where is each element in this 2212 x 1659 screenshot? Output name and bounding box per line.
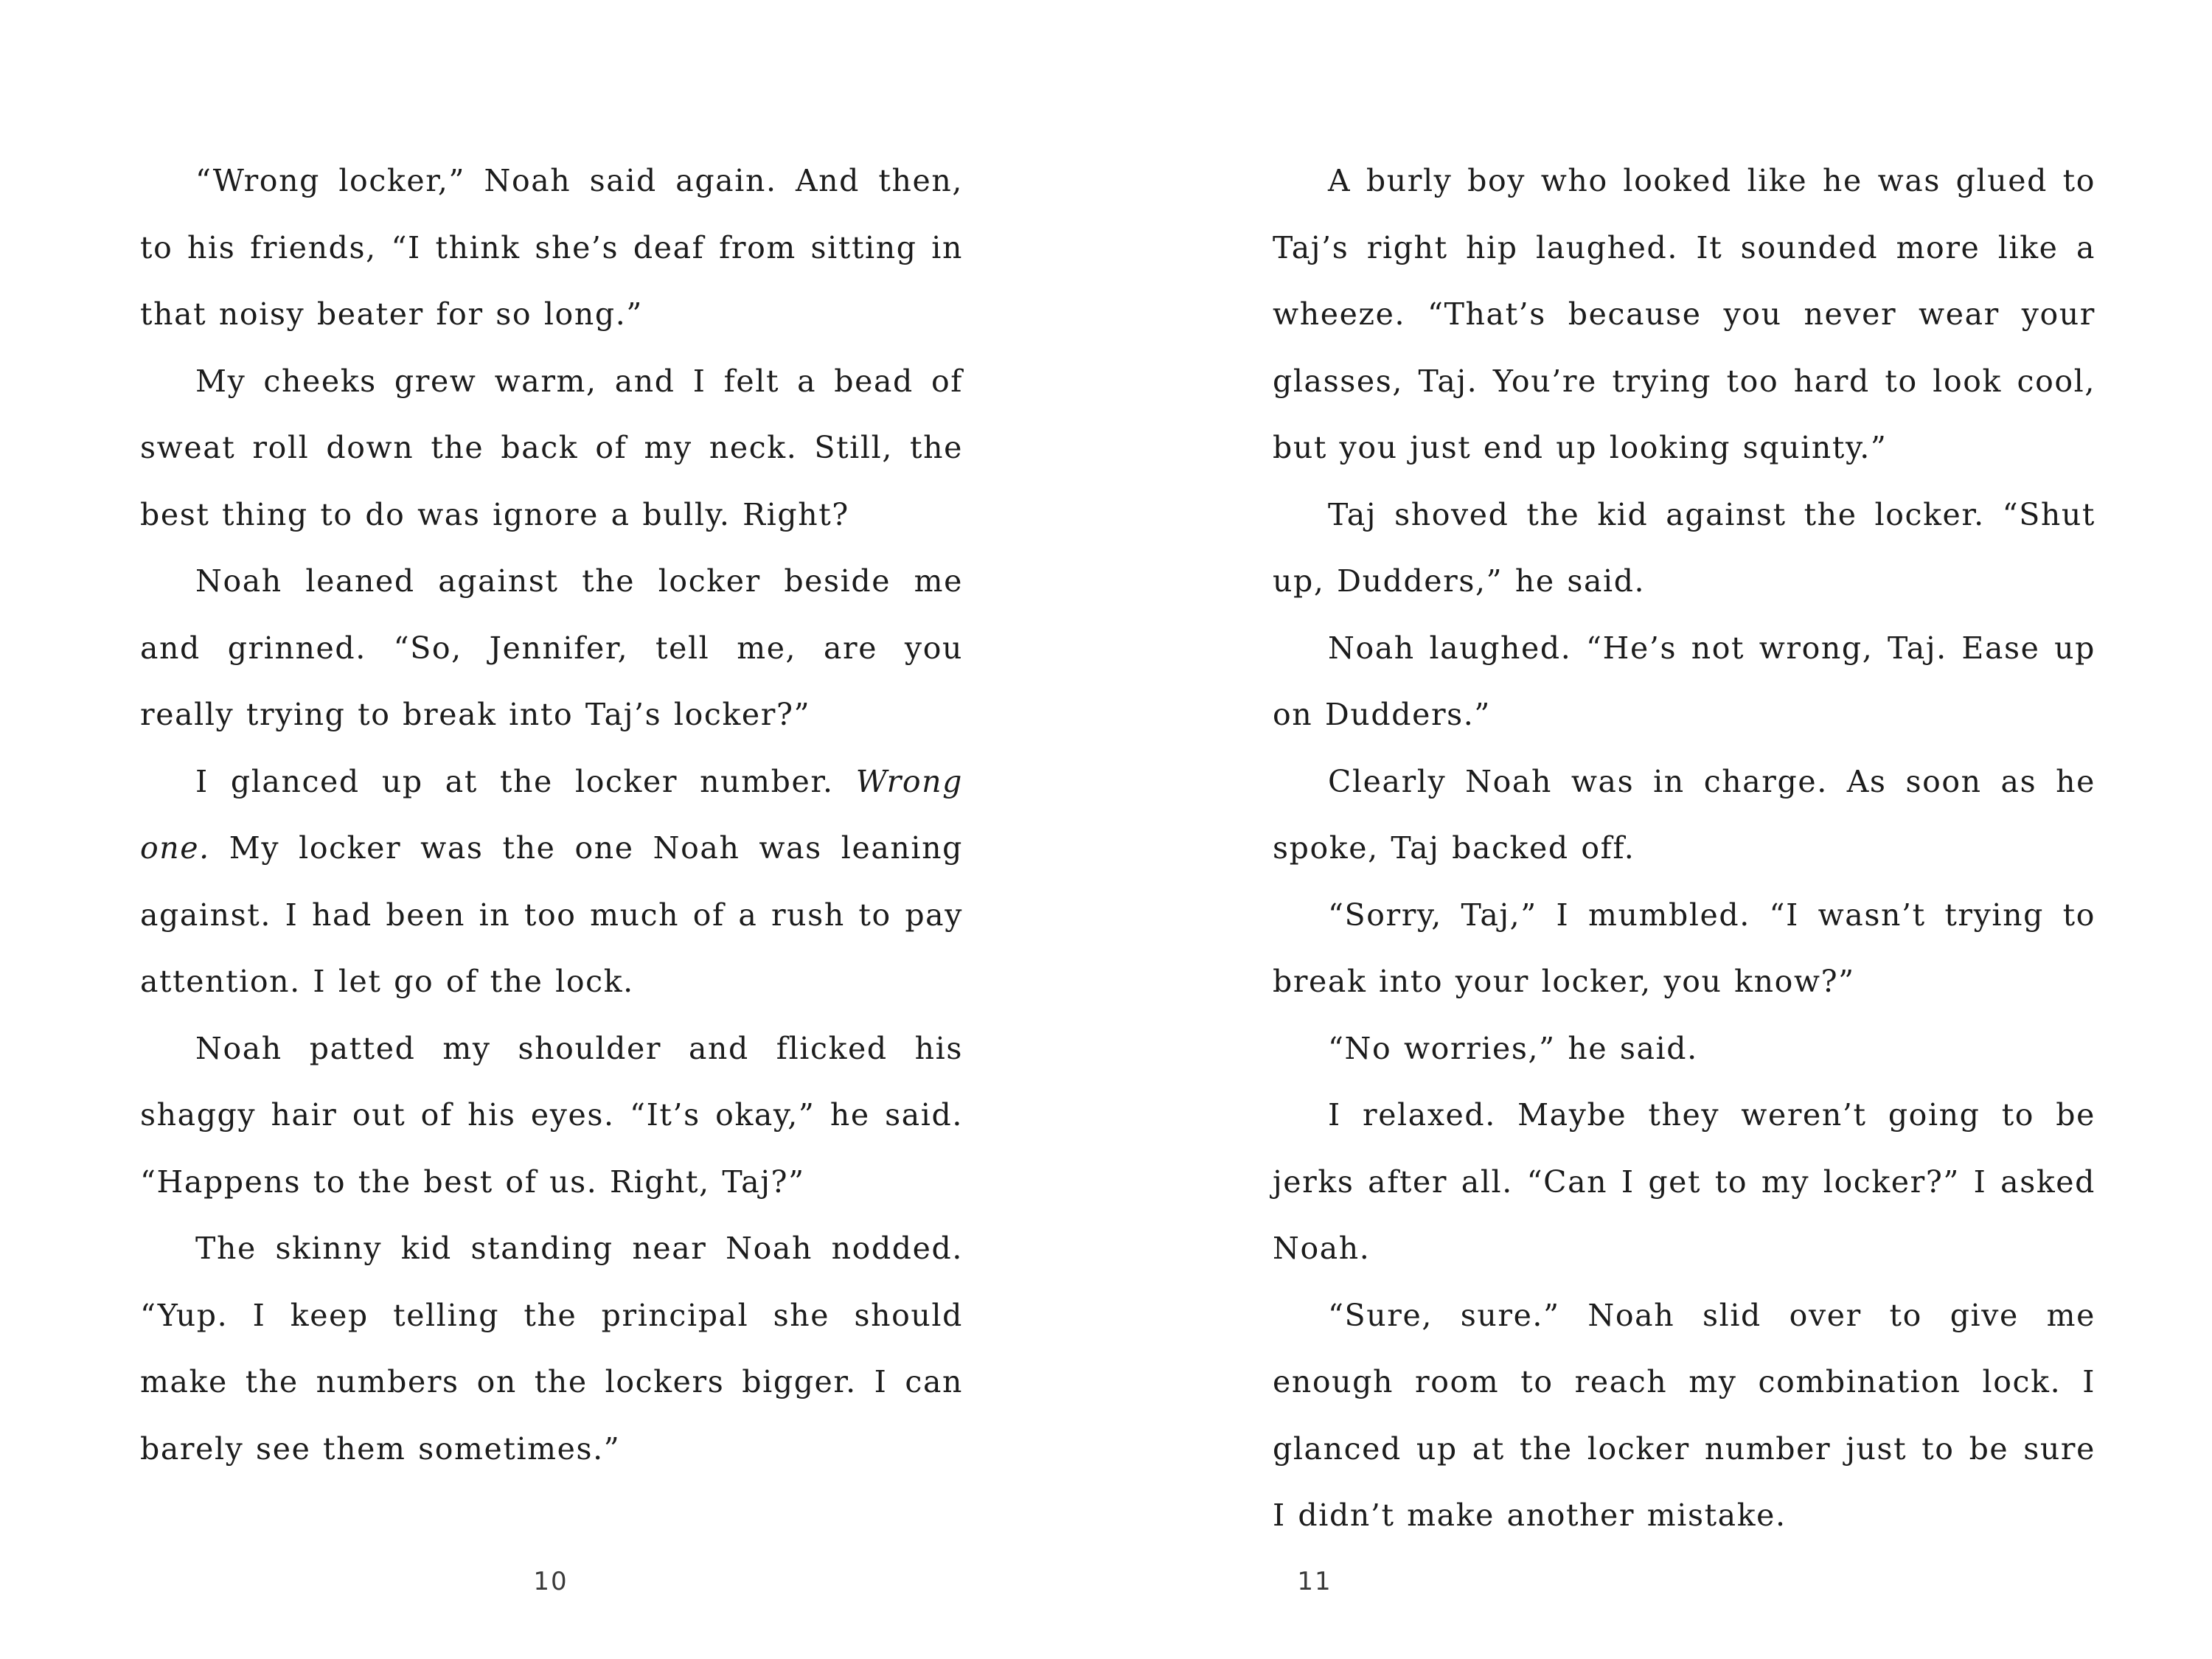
- left-page-text: [140, 147, 963, 1482]
- paragraph: I relaxed. Maybe they weren’t going to be jerks after all. “Can I get to my locker?” I asked Noah.: [1273, 1097, 2096, 1266]
- paragraph: The skinny kid standing near Noah nodded. “Yup. I keep telling the principal she should make the numbers on the lockers bigger. I can barely see them sometimes.”: [140, 1231, 963, 1467]
- paragraph: “Sorry, Taj,” I mumbled. “I wasn’t trying to break into your locker, you know?”: [1273, 897, 2096, 999]
- paragraph: Noah laughed. “He’s not wrong, Taj. Ease up on Dudders.”: [1273, 630, 2096, 732]
- page-number: 10: [533, 1567, 568, 1596]
- paragraph: “Sure, sure.” Noah slid over to give me enough room to reach my combination lock. I glanced up at the locker number just to be sure I didn’t make another mistake.: [1273, 1297, 2096, 1533]
- page-number: 11: [1297, 1567, 1332, 1596]
- paragraph: “No worries,” he said.: [1328, 1030, 1698, 1066]
- paragraph: “Wrong locker,” Noah said again. And then, to his friends, “I think she’s deaf from sitting in that noisy beater for so long.”: [140, 163, 963, 332]
- paragraph: Taj shoved the kid against the locker. “Shut up, Dudders,” he said.: [1273, 496, 2096, 599]
- paragraph-with-emphasis: [140, 748, 963, 1015]
- paragraph-text: My locker was the one Noah was leaning against. I had been in too much of a rush to pay attention. I let go of the lock.: [140, 830, 963, 999]
- paragraph: Clearly Noah was in charge. As soon as he spoke, Taj backed off.: [1273, 763, 2096, 866]
- paragraph: Noah patted my shoulder and flicked his shaggy hair out of his eyes. “It’s okay,” he said. “Happens to the best of us. Right, Taj?”: [140, 1030, 963, 1200]
- paragraph: Noah leaned against the locker beside me and grinned. “So, Jennifer, tell me, are you really trying to break into Taj’s locker?”: [140, 563, 963, 732]
- paragraph: A burly boy who looked like he was glued to Taj’s right hip laughed. It sounded more like a wheeze. “That’s because you never wear your glasses, Taj. You’re trying too hard to look cool, but you just end up looking squinty.”: [1273, 163, 2096, 465]
- paragraph: My cheeks grew warm, and I felt a bead of sweat roll down the back of my neck. Still, the best thing to do was ignore a bully. Right?: [140, 363, 963, 532]
- emphasized-text: Wrong one.: [140, 763, 963, 866]
- right-page: [1106, 0, 2212, 1659]
- paragraph-text: I glanced up at the locker number.: [195, 763, 856, 799]
- right-page-text: [1273, 147, 2096, 1549]
